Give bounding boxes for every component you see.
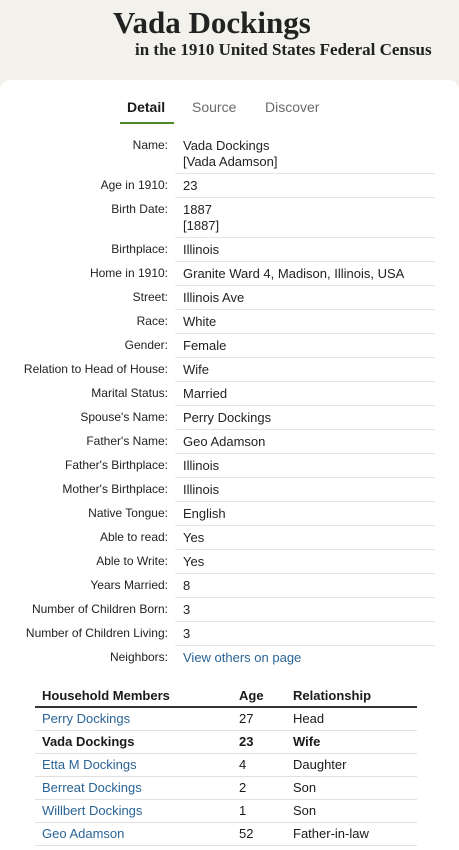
detail-value — [175, 454, 435, 477]
member-name-link[interactable]: Willbert Dockings — [42, 803, 143, 818]
detail-row — [64, 454, 435, 478]
detail-row — [96, 550, 435, 574]
detail-label: Able to Write: — [96, 554, 168, 568]
member-age-cell: 23 — [232, 731, 286, 754]
detail-row — [91, 382, 435, 406]
household-row — [35, 707, 417, 731]
detail-row — [100, 174, 435, 198]
detail-value-line: Married — [183, 386, 228, 401]
detail-row — [80, 406, 435, 430]
member-name-cell — [35, 823, 232, 846]
detail-value-line: Yes — [183, 554, 205, 569]
member-name-cell — [35, 777, 232, 800]
column-header-relationship: Relationship — [286, 684, 417, 707]
detail-value — [175, 406, 435, 429]
tab-discover[interactable]: Discover — [265, 99, 320, 115]
detail-value-line: 3 — [183, 626, 191, 641]
detail-label: Birthplace: — [111, 242, 168, 256]
detail-label: Name: — [132, 138, 168, 152]
detail-value — [175, 574, 435, 597]
detail-value-line: Wife — [183, 362, 209, 377]
detail-list — [0, 134, 459, 669]
detail-value — [175, 550, 435, 573]
detail-label: Age in 1910: — [100, 178, 168, 192]
detail-value-line: 23 — [183, 178, 198, 193]
neighbors-row — [109, 646, 435, 669]
member-age-cell: 4 — [232, 754, 286, 777]
detail-value — [175, 502, 435, 525]
page-subtitle: in the 1910 United States Federal Census — [135, 40, 432, 59]
detail-value-line: 3 — [183, 602, 191, 617]
detail-value — [175, 526, 435, 549]
detail-value — [175, 334, 435, 357]
detail-label: Able to read: — [99, 530, 168, 544]
detail-row — [89, 262, 435, 286]
member-relationship-cell: Son — [286, 777, 417, 800]
detail-row — [111, 198, 435, 238]
member-age-cell: 52 — [232, 823, 286, 846]
detail-label: Mother's Birthplace: — [62, 482, 168, 496]
neighbors-label: Neighbors: — [109, 650, 168, 664]
page-title: Vada Dockings — [113, 5, 311, 40]
detail-value-line: Geo Adamson — [183, 434, 266, 449]
member-relationship-cell: Daughter — [286, 754, 417, 777]
detail-row — [31, 598, 435, 622]
detail-value-line: 8 — [183, 578, 191, 593]
tab-bar — [0, 98, 459, 124]
member-name-link[interactable]: Etta M Dockings — [42, 757, 137, 772]
member-age-cell: 27 — [232, 707, 286, 731]
detail-label: Home in 1910: — [89, 266, 168, 280]
member-name-cell — [35, 754, 232, 777]
detail-value-line: [Vada Adamson] — [183, 154, 278, 169]
detail-label: Gender: — [124, 338, 168, 352]
member-age-cell: 2 — [232, 777, 286, 800]
detail-label: Father's Birthplace: — [64, 458, 168, 472]
detail-label: Relation to Head of House: — [23, 362, 168, 376]
detail-value-line: Illinois — [183, 242, 220, 257]
page-header — [0, 0, 459, 78]
household-header-row — [35, 684, 417, 707]
detail-row — [124, 334, 435, 358]
detail-row — [86, 430, 435, 454]
column-header-members: Household Members — [35, 684, 232, 707]
detail-value-line: Granite Ward 4, Madison, Illinois, USA — [183, 266, 405, 281]
detail-row — [88, 502, 435, 526]
detail-label: Street: — [132, 290, 168, 304]
household-row — [35, 823, 417, 846]
detail-row — [136, 310, 435, 334]
detail-row — [99, 526, 435, 550]
column-header-age: Age — [232, 684, 286, 707]
member-name-cell: Vada Dockings — [35, 731, 232, 754]
detail-label: Spouse's Name: — [80, 410, 168, 424]
detail-value — [175, 622, 435, 645]
member-relationship-cell: Wife — [286, 731, 417, 754]
detail-value — [175, 478, 435, 501]
household-row — [35, 731, 417, 754]
member-name-link[interactable]: Perry Dockings — [42, 711, 131, 726]
detail-value-line: Vada Dockings — [183, 138, 270, 153]
detail-value-line: Illinois Ave — [183, 290, 245, 305]
active-tab-indicator — [120, 122, 174, 124]
detail-row — [62, 478, 435, 502]
view-neighbors-link[interactable]: View others on page — [183, 650, 302, 665]
detail-label: Native Tongue: — [88, 506, 168, 520]
detail-label: Birth Date: — [111, 202, 168, 216]
household-row — [35, 754, 417, 777]
detail-value-line: Yes — [183, 530, 205, 545]
detail-value — [175, 238, 435, 261]
detail-label: Number of Children Born: — [31, 602, 168, 616]
member-name-link[interactable]: Berreat Dockings — [42, 780, 142, 795]
detail-row — [111, 238, 435, 262]
detail-value — [175, 262, 435, 285]
neighbors-value — [175, 646, 435, 669]
detail-value — [175, 310, 435, 333]
tab-source[interactable]: Source — [192, 99, 237, 115]
member-name-cell — [35, 707, 232, 731]
member-relationship-cell: Father-in-law — [286, 823, 417, 846]
member-name-cell — [35, 800, 232, 823]
detail-row — [132, 134, 435, 174]
detail-value — [175, 598, 435, 621]
detail-value-line: Female — [183, 338, 227, 353]
detail-label: Marital Status: — [91, 386, 168, 400]
member-relationship-cell: Son — [286, 800, 417, 823]
household-table — [35, 684, 417, 846]
detail-value-line: [1887] — [183, 218, 220, 233]
detail-value — [175, 358, 435, 381]
member-age-cell: 1 — [232, 800, 286, 823]
detail-value — [175, 134, 435, 173]
detail-value-line: English — [183, 506, 226, 521]
detail-value-line: Perry Dockings — [183, 410, 272, 425]
detail-row — [23, 358, 435, 382]
detail-label: Years Married: — [90, 578, 168, 592]
detail-value — [175, 286, 435, 309]
detail-value-line: Illinois — [183, 458, 220, 473]
record-card — [0, 80, 459, 850]
detail-label: Father's Name: — [86, 434, 168, 448]
household-row — [35, 777, 417, 800]
detail-value-line: White — [183, 314, 217, 329]
member-relationship-cell: Head — [286, 707, 417, 731]
detail-value-line: 1887 — [183, 202, 212, 217]
household-row — [35, 800, 417, 823]
detail-value — [175, 174, 435, 197]
detail-value — [175, 198, 435, 237]
detail-row — [132, 286, 435, 310]
detail-value — [175, 382, 435, 405]
detail-row — [25, 622, 435, 646]
member-name-link[interactable]: Geo Adamson — [42, 826, 125, 841]
detail-value-line: Illinois — [183, 482, 220, 497]
tab-detail[interactable]: Detail — [127, 99, 166, 115]
detail-value — [175, 430, 435, 453]
detail-label: Race: — [136, 314, 168, 328]
detail-label: Number of Children Living: — [25, 626, 168, 640]
detail-row — [90, 574, 435, 598]
